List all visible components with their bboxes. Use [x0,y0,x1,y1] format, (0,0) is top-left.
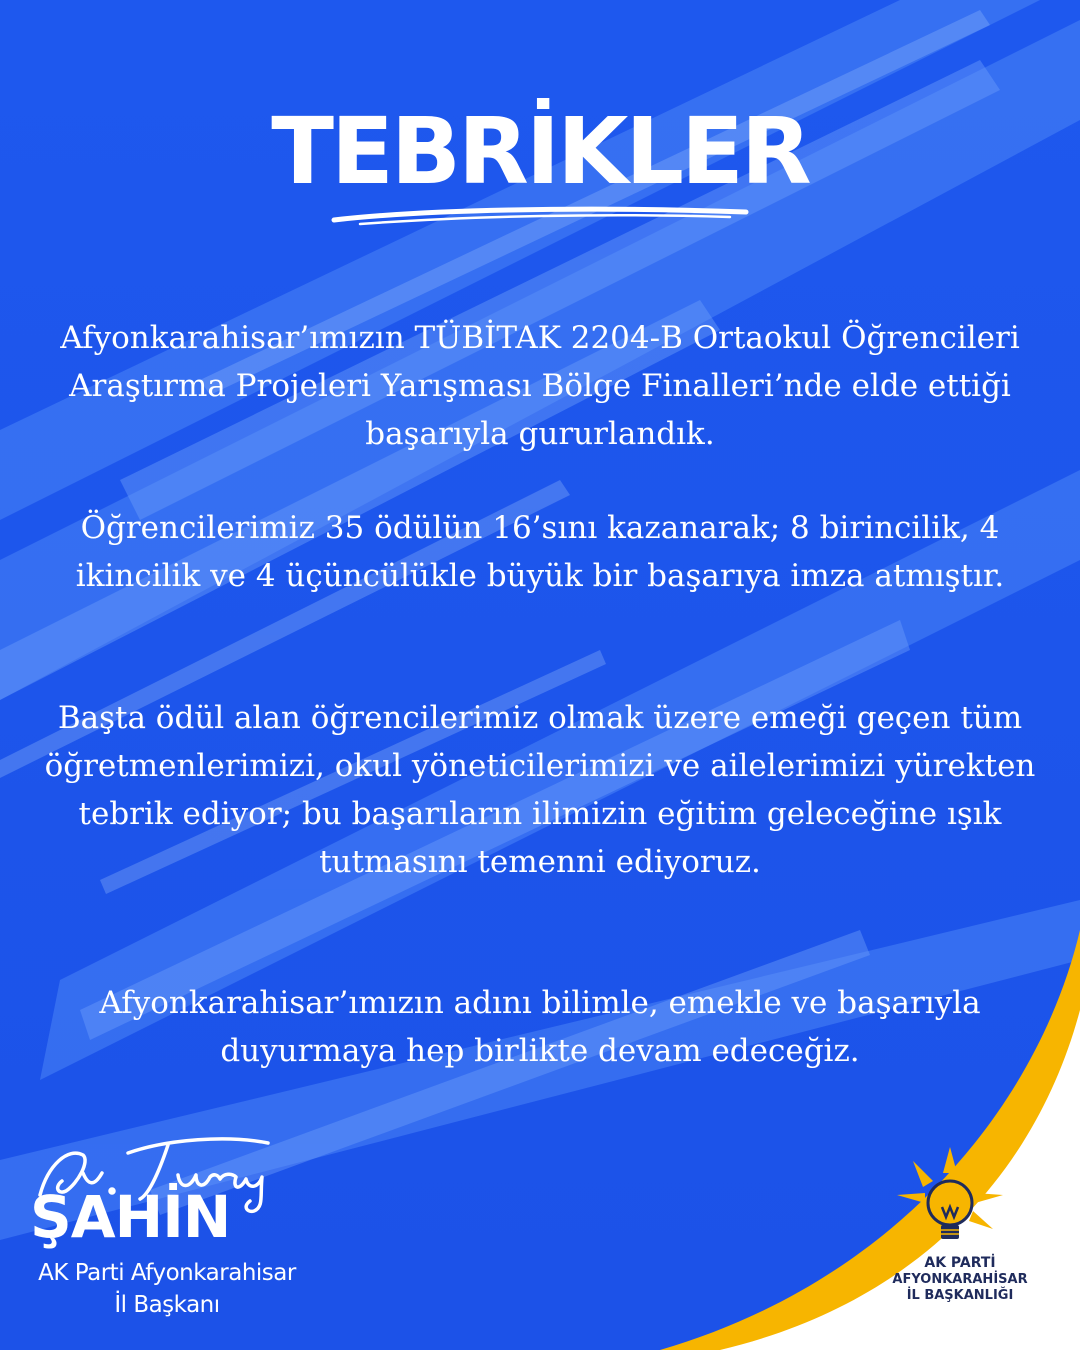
lightbulb-icon [895,1145,1005,1255]
paragraph-closing: Afyonkarahisar’ımızın adını bilimle, emekle ve başarıyla duyurmaya hep birlikte devam edeceğiz. [99,985,981,1069]
page-title: TEBRİKLER [271,98,809,205]
logo-office: İL BAŞKANLIĞI [906,1288,1014,1303]
signature-role-line1: AK Parti Afyonkarahisar [38,1260,296,1286]
logo-city: AFYONKARAHİSAR [892,1272,1028,1287]
title-underline-stroke [330,200,750,230]
signature-role-line2: İl Başkanı [114,1292,220,1318]
logo-party-name: AK PARTİ [924,1255,996,1271]
paragraph-awards: Öğrencilerimiz 35 ödülün 16’sını kazanarak; 8 birincilik, 4 ikincilik ve 4 üçüncülükle büyük bir başarıya imza atmıştır. [75,510,1005,594]
paragraph-congratulations: Başta ödül alan öğrencilerimiz olmak üzere emeği geçen tüm öğretmenlerimizi, okul yöneticilerimizi ve ailelerimizi yürekten tebrik ediyor; bu başarıların ilimizin eğitim geleceğine ışık tutmasını temenni ediyoruz. [44,700,1036,880]
paragraph-pride: Afyonkarahisar’ımızın TÜBİTAK 2204-B Ortaokul Öğrencileri Araştırma Projeleri Yarışması Bölge Finalleri’nde elde ettiği başarıyla gururlandık. [60,320,1020,452]
signature-name: ŞAHİN [30,1183,231,1251]
